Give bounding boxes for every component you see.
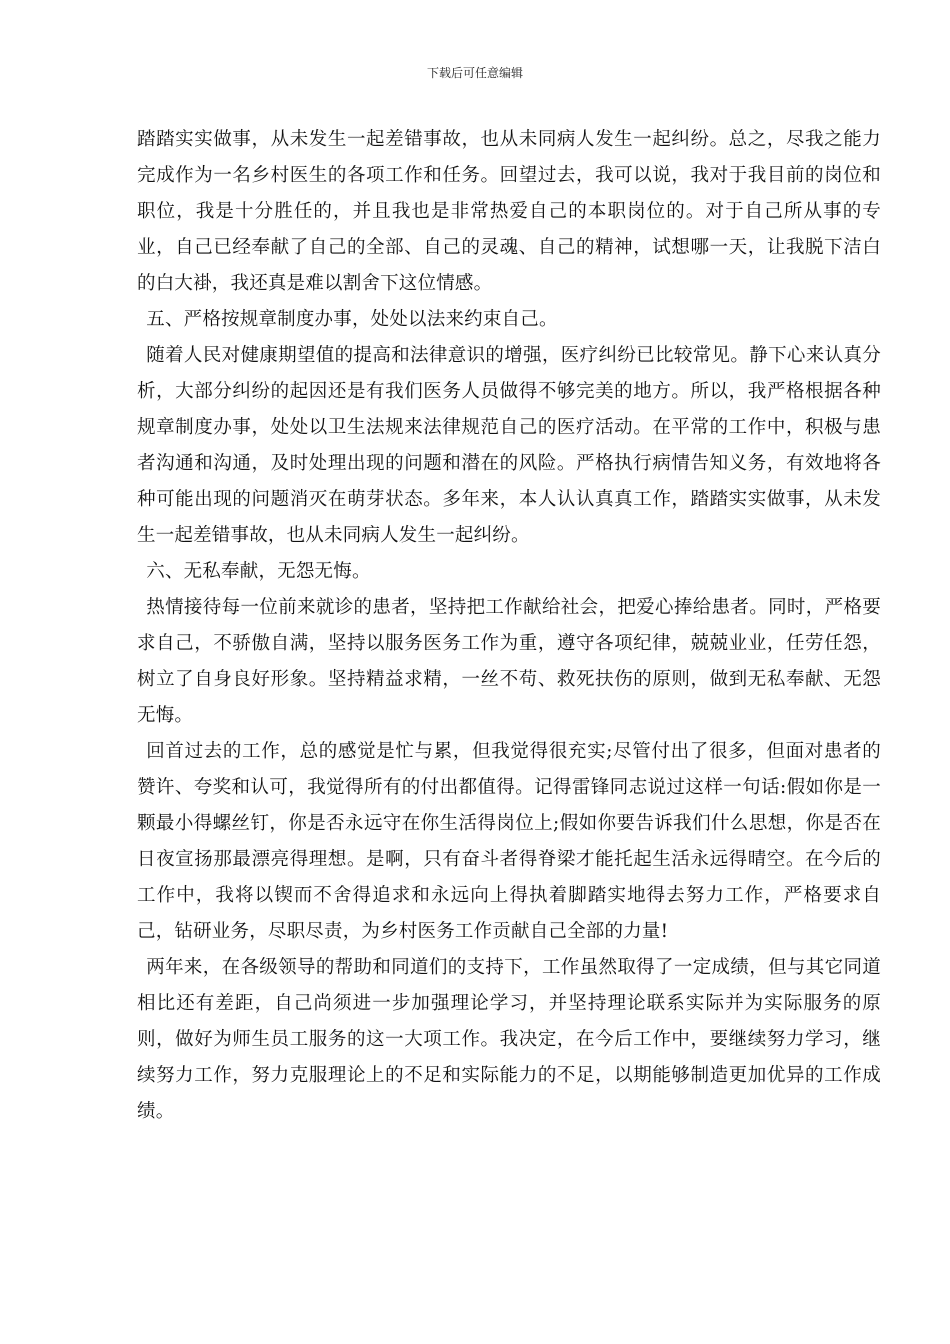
paragraph-section-6: 热情接待每一位前来就诊的患者，坚持把工作献给社会，把爱心捧给患者。同时，严格要求自己，不骄傲自满，坚持以服务医务工作为重，遵守各项纪律，兢兢业业，任劳任怨，树立了自身良好形象。坚持精益求精，一丝不苟、救死扶伤的原则，做到无私奉献、无怨无悔。 <box>137 597 881 726</box>
paragraph-section-5: 随着人民对健康期望值的提高和法律意识的增强，医疗纠纷已比较常见。静下心来认真分析，大部分纠纷的起因还是有我们医务人员做得不够完美的地方。所以，我严格根据各种规章制度办事，处处以卫生法规来法律规范自己的医疗活动。在平常的工作中，积极与患者沟通和沟通，及时处理出现的问题和潜在的风险。严格执行病情告知义务，有效地将各种可能出现的问题消灭在萌芽状态。多年来，本人认认真真工作，踏踏实实做事，从未发生一起差错事故，也从未同病人发生一起纠纷。 <box>137 345 881 546</box>
section-heading-6: 六、无私奉献，无怨无悔。 <box>146 561 371 582</box>
paragraph-reflection: 回首过去的工作，总的感觉是忙与累，但我觉得很充实;尽管付出了很多，但面对患者的赞许、夸奖和认可，我觉得所有的付出都值得。记得雷锋同志说过这样一句话:假如你是一颗最小得螺丝钉，你是否永远守在你生活得岗位上;假如你要告诉我们什么思想，你是否在日夜宣扬那最漂亮得理想。是啊，只有奋斗者得脊梁才能托起生活永远得晴空。在今后的工作中，我将以锲而不舍得追求和永远向上得执着脚踏实地得去努力工作，严格要求自己，钻研业务，尽职尽责，为乡村医务工作贡献自己全部的力量! <box>137 741 881 942</box>
document-body <box>137 122 881 1130</box>
paragraph-conclusion: 两年来，在各级领导的帮助和同道们的支持下，工作虽然取得了一定成绩，但与其它同道相比还有差距，自己尚须进一步加强理论学习，并坚持理论联系实际并为实际服务的原则，做好为师生员工服务的这一大项工作。我决定，在今后工作中，要继续努力学习，继续努力工作，努力克服理论上的不足和实际能力的不足，以期能够制造更加优异的工作成绩。 <box>137 957 881 1122</box>
paragraph-continuation: 踏踏实实做事，从未发生一起差错事故，也从未同病人发生一起纠纷。总之，尽我之能力完成作为一名乡村医生的各项工作和任务。回望过去，我可以说，我对于我目前的岗位和职位，我是十分胜任的，并且我也是非常热爱自己的本职岗位的。对于自己所从事的专业，自己已经奉献了自己的全部、自己的灵魂、自己的精神，试想哪一天，让我脱下洁白的白大褂，我还真是难以割舍下这位情感。 <box>137 129 881 294</box>
page-header: 下载后可任意编辑 <box>426 66 523 80</box>
section-heading-5: 五、严格按规章制度办事，处处以法来约束自己。 <box>146 309 558 330</box>
